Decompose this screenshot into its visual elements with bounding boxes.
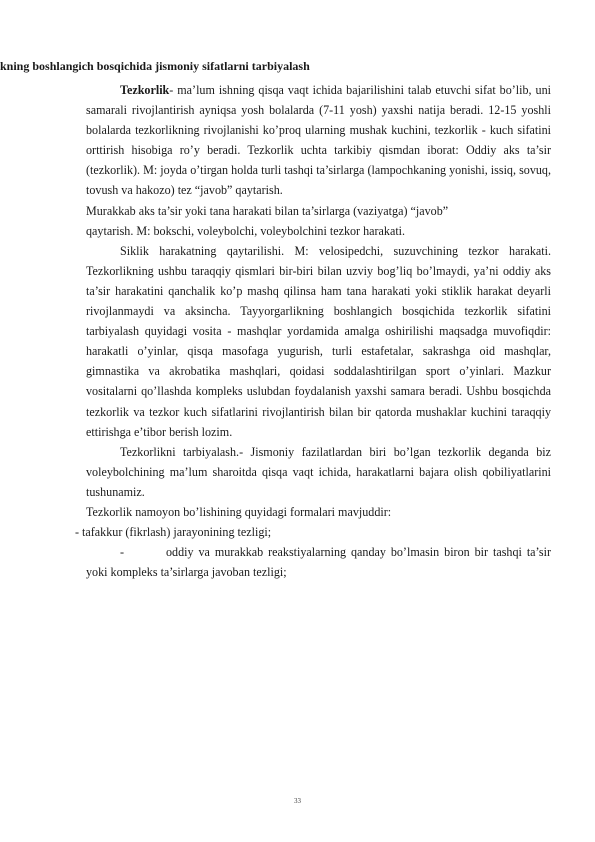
paragraph-murakkab-line-2: qaytarish. M: bokschi, voleybolchi, voleybolchini tezkor harakati. xyxy=(86,223,406,238)
list-item-tafakkur: - tafakkur (fikrlash) jarayonining tezligi; xyxy=(75,525,272,540)
page-number: 33 xyxy=(294,797,301,805)
list-item-text: oddiy va murakkab reakstiyalarning qanday bo’lmasin biron bir tashqi ta’sir yoki kompleks ta’sirlarga javoban tezligi; xyxy=(86,545,551,580)
paragraph-murakkab-line-1: Murakkab aks ta’sir yoki tana harakati bilan ta’sirlarga (vaziyatga) “javob” xyxy=(86,203,449,218)
document-body xyxy=(75,80,551,582)
paragraph-text: - ma’lum ishning qisqa vaqt ichida bajarilishini talab etuvchi sifat bo’lib, uni samarali rivojlantirish ayniqsa yosh bolalarda (7-11 yosh) yaxshi natija beradi. 12-15 yoshli bolalarda tezkorlikning rivojlanishi ko’proq ularning mushak kuchini, tezkorlik - kuch sifatini orttirish hisobiga ro’y beradi. Tezkorlik uchta tarkibiy qismdan iborat: Oddiy aks ta’sir (tezkorlik). M: joyda o’tirgan holda turli tashqi ta’sirlarga (lampochkaning yonishi, issiq, sovuq, tovush va hakozo) tez “javob” qaytarish. xyxy=(86,83,551,198)
paragraph-tezkorlik-definition xyxy=(86,80,551,201)
term-tezkorlik: Tezkorlik xyxy=(120,83,170,97)
list-item-reaksiya xyxy=(86,542,551,582)
section-heading: kning boshlangich bosqichida jismoniy sifatlarni tarbiyalash xyxy=(0,59,310,73)
paragraph-siklik: Siklik harakatning qaytarilishi. M: velosipedchi, suzuvchining tezkor harakati. Tezkorlikning ushbu taraqqiy qismlari bir-biri bilan uzviy bog’liq bo’lmaydi, ya’ni oddiy aks ta’sir harakatini qanchalik ko’p mashq qilinsa ham tana harakati yoki stiklik harakat deyarli rivojlanmaydi va aksincha. Tayyorgarlikning boshlangich bosqichida tezkorlik sifatini tarbiyalash quyidagi vosita - mashqlar yordamida amalga oshirilishi maqsadga muvofiqdir: harakatli o’yinlar, qisqa masofaga yugurish, turli estafetalar, sakrashga oid mashqlar, gimnastika va akrobatika mashqlari, qoidasi soddalashtirilgan sport o’yinlari. Mazkur vositalarni qo’llashda kompleks uslubdan foydalanish yaxshi samara beradi. Ushbu bosqichda tezkorlik va tezkor kuch sifatlarini rivojlantirish bilan bir qatorda mushaklar kuchini taraqqiy ettirishga e’tibor berish lozim. xyxy=(86,243,551,439)
list-dash: - xyxy=(120,545,125,560)
paragraph-formalari: Tezkorlik namoyon bo’lishining quyidagi formalari mavjuddir: xyxy=(86,504,392,519)
paragraph-tarbiyalash: Tezkorlikni tarbiyalash.- Jismoniy fazilatlardan biri bo’lgan tezkorlik deganda biz voleybolchining ma’lum sharoitda qisqa vaqt ichida, harakatlarni bajara olish qobiliyatlarini tushunamiz. xyxy=(86,444,551,499)
